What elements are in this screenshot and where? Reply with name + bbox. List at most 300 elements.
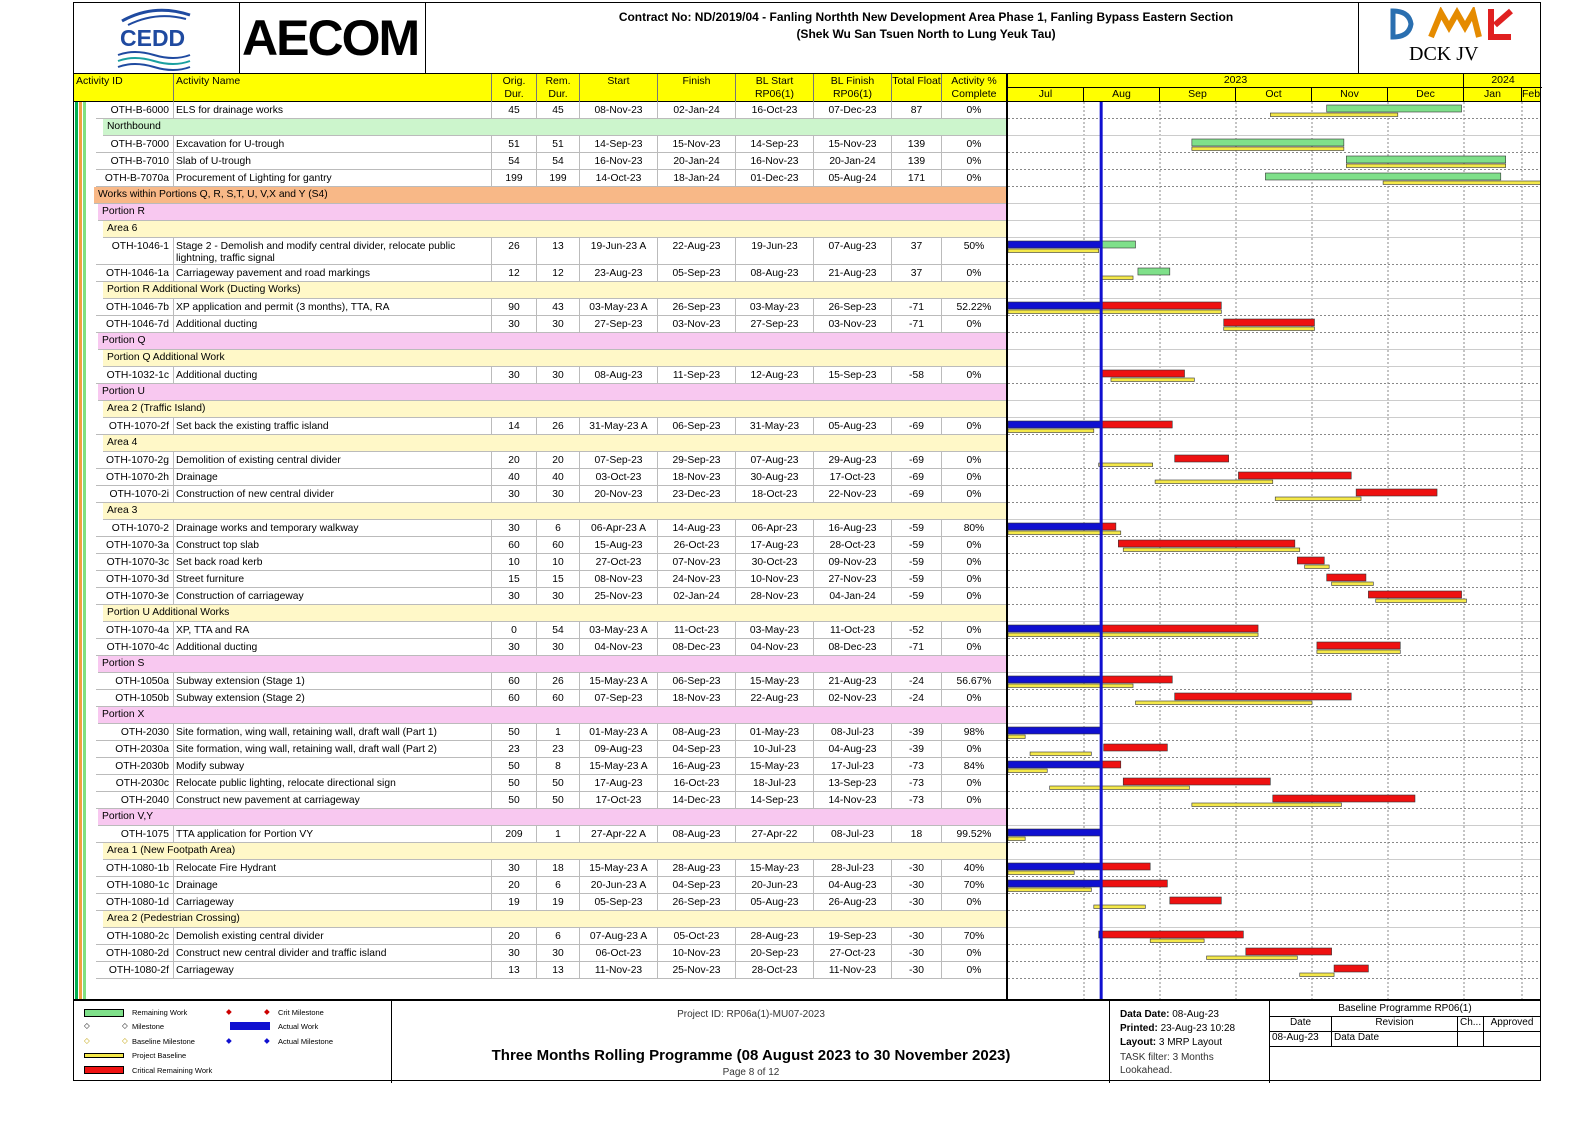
critical-remaining-bar[interactable] [1118, 540, 1295, 547]
baseline-bar[interactable] [1008, 769, 1047, 773]
bl-start: 03-May-23 [736, 299, 814, 315]
orig-dur: 23 [492, 741, 537, 757]
bl-start: 06-Apr-23 [736, 520, 814, 536]
finish-date: 28-Aug-23 [658, 860, 736, 876]
remaining-work-bar[interactable] [1101, 863, 1150, 870]
bl-finish: 05-Aug-23 [814, 418, 892, 434]
baseline-bar[interactable] [1008, 735, 1025, 739]
bl-start: 28-Nov-23 [736, 588, 814, 604]
activity-row[interactable] [96, 775, 1006, 792]
start-date: 11-Nov-23 [580, 962, 658, 978]
page-header [74, 3, 1540, 73]
wbs-group-row[interactable]: Portion U Additional Works [103, 605, 1006, 622]
baseline-bar[interactable] [1008, 249, 1099, 253]
wbs-level-bar-1 [75, 102, 78, 999]
finish-date: 06-Sep-23 [658, 673, 736, 689]
activity-id: OTH-1075 [96, 826, 174, 842]
orig-dur: 30 [492, 945, 537, 961]
total-float: -73 [892, 792, 942, 808]
rem-dur: 50 [537, 775, 580, 791]
baseline-bar[interactable] [1008, 684, 1133, 688]
start-date: 08-Nov-23 [580, 571, 658, 587]
finish-date: 15-Nov-23 [658, 136, 736, 152]
total-float: -59 [892, 554, 942, 570]
remaining-work-bar[interactable] [1101, 761, 1121, 768]
critical-remaining-bar[interactable] [1327, 574, 1366, 581]
pct-complete: 0% [966, 173, 982, 184]
activity-row[interactable] [96, 622, 1006, 639]
total-float: 139 [892, 136, 942, 152]
finish-date: 14-Dec-23 [658, 792, 736, 808]
col-total-float[interactable]: Total Float [892, 74, 942, 102]
actual-work-bar[interactable] [1008, 241, 1101, 248]
activity-id: OTH-1080-1c [96, 877, 174, 893]
activity-row[interactable] [96, 537, 1006, 554]
baseline-bar[interactable] [1008, 310, 1221, 314]
total-float: -69 [892, 486, 942, 502]
critical-remaining-bar[interactable] [1175, 455, 1229, 462]
total-float: -30 [892, 877, 942, 893]
bl-start: 01-Dec-23 [736, 170, 814, 186]
actual-work-bar[interactable] [1008, 421, 1101, 428]
rem-dur: 30 [537, 316, 580, 332]
month-nov: Nov [1312, 88, 1388, 102]
actual-work-bar[interactable] [1008, 761, 1101, 768]
aecom-logo [240, 3, 426, 73]
activity-id: OTH-1070-4c [96, 639, 174, 655]
bl-finish: 07-Aug-23 [814, 238, 892, 264]
wbs-group-row[interactable]: Area 4 [103, 435, 1006, 452]
wbs-group-row[interactable]: Area 3 [103, 503, 1006, 520]
pct-complete: 0% [966, 693, 982, 704]
activity-id: OTH-1070-2f [96, 418, 174, 434]
activity-row[interactable] [96, 102, 1006, 119]
legend-critical-label: Critical Remaining Work [132, 1066, 213, 1075]
baseline-bar[interactable] [1383, 181, 1540, 185]
activity-id: OTH-2030c [96, 775, 174, 791]
activity-row[interactable] [96, 724, 1006, 741]
remaining-work-bar[interactable] [1101, 302, 1221, 309]
activity-row[interactable] [96, 588, 1006, 605]
total-float: -71 [892, 316, 942, 332]
critical-remaining-bar[interactable] [1273, 795, 1415, 802]
total-float: 37 [892, 238, 942, 264]
critical-remaining-bar[interactable] [1123, 778, 1270, 785]
dck-logo-text: DCK JV [1409, 43, 1479, 65]
col-activity-name[interactable]: Activity Name [174, 74, 492, 102]
pct-complete: 0% [966, 948, 982, 959]
baseline-bar[interactable] [1346, 164, 1505, 168]
legend-crit-milestone-label: Crit Milestone [278, 1008, 324, 1017]
remaining-work-bar[interactable] [1101, 625, 1258, 632]
rev-row-date: 08-Aug-23 [1270, 1032, 1332, 1047]
remaining-work-bar[interactable] [1327, 105, 1462, 112]
bl-start: 28-Oct-23 [736, 962, 814, 978]
activity-name: Construction of carriageway [174, 588, 492, 604]
baseline-bar[interactable] [1008, 837, 1025, 841]
legend-actual-swatch [230, 1022, 270, 1030]
total-float: -39 [892, 724, 942, 740]
wbs-group-row[interactable]: Portion S [98, 656, 1006, 673]
wbs-group-row[interactable]: Portion R Additional Work (Ducting Works) [103, 282, 1006, 299]
bl-finish: 02-Nov-23 [814, 690, 892, 706]
baseline-bar[interactable] [1192, 147, 1344, 151]
aecom-logo-text: AECOM [242, 10, 419, 66]
start-date: 27-Apr-22 A [580, 826, 658, 842]
orig-dur: 0 [492, 622, 537, 638]
cedd-logo [74, 3, 240, 73]
finish-date: 03-Nov-23 [658, 316, 736, 332]
orig-dur: 199 [492, 170, 537, 186]
activity-row[interactable] [96, 928, 1006, 945]
baseline-bar[interactable] [1155, 480, 1273, 484]
actual-work-bar[interactable] [1008, 523, 1101, 530]
total-float: 139 [892, 153, 942, 169]
start-date: 03-Oct-23 [580, 469, 658, 485]
activity-row[interactable] [96, 520, 1006, 537]
activity-name: Additional ducting [174, 316, 492, 332]
baseline-bar[interactable] [1135, 701, 1312, 705]
total-float: -59 [892, 537, 942, 553]
bl-start: 10-Jul-23 [736, 741, 814, 757]
wbs-group-row[interactable]: Portion R [98, 204, 1006, 221]
total-float: -58 [892, 367, 942, 383]
activity-name: Demolition of existing central divider [174, 452, 492, 468]
activity-name: Excavation for U-trough [174, 136, 492, 152]
pct-complete: 40% [963, 863, 985, 874]
bl-finish: 20-Jan-24 [814, 153, 892, 169]
pct-complete: 0% [966, 778, 982, 789]
orig-dur: 20 [492, 452, 537, 468]
critical-remaining-bar[interactable] [1238, 472, 1351, 479]
bl-finish: 22-Nov-23 [814, 486, 892, 502]
start-date: 08-Aug-23 [580, 367, 658, 383]
start-date: 19-Jun-23 A [580, 238, 658, 264]
activity-id: OTH-1070-3e [96, 588, 174, 604]
activity-id: OTH-1032-1c [96, 367, 174, 383]
rem-dur: 13 [537, 238, 580, 264]
col-bl-start[interactable]: BL Start RP06(1) [736, 74, 814, 102]
activity-id: OTH-1070-3a [96, 537, 174, 553]
col-start[interactable]: Start [580, 74, 658, 102]
baseline-bar[interactable] [1270, 113, 1397, 117]
remaining-work-bar[interactable] [1101, 676, 1172, 683]
activity-row[interactable] [96, 860, 1006, 877]
col-bl-finish[interactable]: BL Finish RP06(1) [814, 74, 892, 102]
activity-row[interactable] [96, 894, 1006, 911]
pct-complete: 70% [963, 931, 985, 942]
activity-row[interactable] [96, 690, 1006, 707]
contract-title-line2: (Shek Wu San Tsuen North to Lung Yeuk Tau) [796, 27, 1056, 41]
programme-title: Three Months Rolling Programme (08 August 2023 to 30 November 2023) [491, 1047, 1011, 1064]
bl-finish: 28-Jul-23 [814, 860, 892, 876]
orig-dur: 12 [492, 265, 537, 281]
finish-date: 08-Aug-23 [658, 826, 736, 842]
activity-name: Stage 2 - Demolish and modify central divider, relocate public lightning, traffic signal [174, 238, 492, 264]
finish-date: 04-Sep-23 [658, 741, 736, 757]
wbs-group-row[interactable]: Area 2 (Pedestrian Crossing) [103, 911, 1006, 928]
remaining-work-bar[interactable] [1346, 156, 1505, 163]
actual-work-bar[interactable] [1008, 829, 1101, 836]
bl-finish: 13-Sep-23 [814, 775, 892, 791]
orig-dur: 30 [492, 588, 537, 604]
rem-dur: 6 [537, 520, 580, 536]
actual-work-bar[interactable] [1008, 625, 1101, 632]
pct-complete: 56.67% [956, 676, 992, 687]
finish-date: 18-Jan-24 [658, 170, 736, 186]
critical-remaining-bar[interactable] [1104, 744, 1168, 751]
pct-complete: 0% [966, 795, 982, 806]
pct-complete: 52.22% [956, 302, 992, 313]
remaining-work-bar[interactable] [1265, 173, 1500, 180]
bl-start: 10-Nov-23 [736, 571, 814, 587]
pct-complete: 0% [966, 540, 982, 551]
activity-row[interactable] [96, 170, 1006, 187]
baseline-bar[interactable] [1376, 599, 1467, 603]
activity-row[interactable] [96, 758, 1006, 775]
activity-row[interactable] [96, 316, 1006, 333]
activity-row[interactable] [96, 741, 1006, 758]
activity-row[interactable] [96, 792, 1006, 809]
month-sep: Sep [1160, 88, 1236, 102]
remaining-work-bar[interactable] [1101, 421, 1172, 428]
rem-dur: 43 [537, 299, 580, 315]
gantt-bars [1008, 102, 1540, 999]
activity-row[interactable] [96, 486, 1006, 503]
bl-finish: 28-Oct-23 [814, 537, 892, 553]
bl-start: 22-Aug-23 [736, 690, 814, 706]
year-2024: 2024 [1464, 74, 1542, 88]
rev-col-date: Date [1270, 1017, 1332, 1032]
activity-row[interactable] [96, 826, 1006, 843]
rev-row-approved [1484, 1032, 1540, 1047]
legend-actual-milestone-icon-2: ◆ [264, 1036, 270, 1045]
baseline-bar[interactable] [1123, 548, 1300, 552]
dck-jv-logo [1358, 3, 1540, 73]
baseline-bar[interactable] [1008, 871, 1074, 875]
baseline-bar[interactable] [1305, 565, 1330, 569]
rev-col-approved: Approved [1484, 1017, 1540, 1032]
bl-finish: 04-Jan-24 [814, 588, 892, 604]
legend-milestone-icon-2: ◇ [122, 1021, 128, 1030]
col-finish[interactable]: Finish [658, 74, 736, 102]
orig-dur: 50 [492, 792, 537, 808]
critical-remaining-bar[interactable] [1317, 642, 1400, 649]
baseline-bar[interactable] [1317, 650, 1400, 654]
legend-actual-milestone-label: Actual Milestone [278, 1037, 334, 1046]
wbs-group-row[interactable]: Area 6 [103, 221, 1006, 238]
finish-date: 16-Aug-23 [658, 758, 736, 774]
critical-remaining-bar[interactable] [1297, 557, 1324, 564]
orig-dur: 51 [492, 136, 537, 152]
baseline-bar[interactable] [1008, 633, 1258, 637]
rem-dur: 1 [537, 724, 580, 740]
wbs-group-row[interactable]: Works within Portions Q, R, S,T, U, V,X and Y (S4) [94, 187, 1006, 204]
print-info [1110, 1001, 1270, 1083]
wbs-group-row[interactable]: Portion V,Y [98, 809, 1006, 826]
activity-row[interactable] [96, 367, 1006, 384]
baseline-bar[interactable] [1150, 939, 1204, 943]
orig-dur: 50 [492, 775, 537, 791]
rem-dur: 30 [537, 486, 580, 502]
actual-work-bar[interactable] [1008, 880, 1101, 887]
activity-id: OTH-B-7070a [96, 170, 174, 186]
rem-dur: 50 [537, 792, 580, 808]
legend-remaining-label: Remaining Work [132, 1008, 188, 1017]
bl-start: 15-May-23 [736, 758, 814, 774]
baseline-bar[interactable] [1008, 888, 1091, 892]
baseline-bar[interactable] [1008, 429, 1094, 433]
critical-remaining-bar[interactable] [1368, 591, 1461, 598]
bl-finish: 04-Aug-23 [814, 741, 892, 757]
activity-row[interactable] [96, 265, 1006, 282]
baseline-bar[interactable] [1192, 803, 1342, 807]
start-date: 03-May-23 A [580, 299, 658, 315]
activity-row[interactable] [96, 153, 1006, 170]
bl-finish: 27-Nov-23 [814, 571, 892, 587]
baseline-bar[interactable] [1030, 752, 1091, 756]
col-rem-dur[interactable]: Rem. Dur. [537, 74, 580, 102]
activity-row[interactable] [96, 962, 1006, 979]
finish-date: 10-Nov-23 [658, 945, 736, 961]
baseline-bar[interactable] [1224, 327, 1315, 331]
activity-row[interactable] [96, 571, 1006, 588]
critical-remaining-bar[interactable] [1101, 370, 1184, 377]
start-date: 20-Nov-23 [580, 486, 658, 502]
bl-start: 16-Oct-23 [736, 102, 814, 118]
total-float: -69 [892, 469, 942, 485]
pct-complete: 0% [966, 897, 982, 908]
activity-row[interactable] [96, 877, 1006, 894]
bl-finish: 03-Nov-23 [814, 316, 892, 332]
total-float: -30 [892, 928, 942, 944]
orig-dur: 15 [492, 571, 537, 587]
actual-work-bar[interactable] [1008, 302, 1101, 309]
baseline-bar[interactable] [1111, 378, 1194, 382]
rem-dur: 45 [537, 102, 580, 118]
baseline-bar[interactable] [1099, 463, 1153, 467]
activity-row[interactable] [96, 945, 1006, 962]
orig-dur: 20 [492, 877, 537, 893]
activity-row[interactable] [96, 418, 1006, 435]
orig-dur: 30 [492, 860, 537, 876]
bl-finish: 14-Nov-23 [814, 792, 892, 808]
actual-work-bar[interactable] [1008, 676, 1101, 683]
activity-row[interactable] [96, 136, 1006, 153]
page-footer [74, 999, 1540, 1081]
rem-dur: 23 [537, 741, 580, 757]
activity-name: Procurement of Lighting for gantry [174, 170, 492, 186]
activity-row[interactable] [96, 469, 1006, 486]
baseline-bar[interactable] [1101, 276, 1133, 280]
baseline-bar[interactable] [1008, 531, 1121, 535]
remaining-work-bar[interactable] [1101, 241, 1135, 248]
month-aug: Aug [1084, 88, 1160, 102]
bl-start: 14-Sep-23 [736, 792, 814, 808]
rem-dur: 20 [537, 452, 580, 468]
baseline-bar[interactable] [1050, 786, 1190, 790]
project-id: Project ID: RP06a(1)-MU07-2023 [677, 1009, 825, 1020]
activity-row[interactable] [96, 554, 1006, 571]
bl-finish: 11-Nov-23 [814, 962, 892, 978]
activity-row[interactable] [96, 299, 1006, 316]
activity-name: Slab of U-trough [174, 153, 492, 169]
wbs-group-row[interactable]: Area 2 (Traffic Island) [103, 401, 1006, 418]
baseline-bar[interactable] [1207, 956, 1298, 960]
total-float: -24 [892, 673, 942, 689]
printed-value: 23-Aug-23 10:28 [1160, 1023, 1236, 1034]
activity-row[interactable] [96, 452, 1006, 469]
bl-finish: 07-Dec-23 [814, 102, 892, 118]
wbs-group-row[interactable]: Portion Q [98, 333, 1006, 350]
rem-dur: 60 [537, 537, 580, 553]
baseline-bar[interactable] [1332, 582, 1374, 586]
finish-date: 23-Dec-23 [658, 486, 736, 502]
activity-name: Site formation, wing wall, retaining wall, draft wall (Part 2) [174, 741, 492, 757]
critical-remaining-bar[interactable] [1334, 965, 1368, 972]
col-activity-id[interactable]: Activity ID [74, 74, 174, 102]
wbs-group-row[interactable]: Northbound [103, 119, 1006, 136]
wbs-group-row[interactable]: Area 1 (New Footpath Area) [103, 843, 1006, 860]
orig-dur: 50 [492, 758, 537, 774]
activity-row[interactable] [96, 639, 1006, 656]
orig-dur: 30 [492, 639, 537, 655]
remaining-work-bar[interactable] [1101, 931, 1243, 938]
wbs-group-row[interactable]: Portion U [98, 384, 1006, 401]
total-float: 87 [892, 102, 942, 118]
wbs-group-row[interactable]: Portion X [98, 707, 1006, 724]
total-float: 37 [892, 265, 942, 281]
activity-id: OTH-1070-2 [96, 520, 174, 536]
legend-baseline-milestone-icon: ◇ [84, 1036, 90, 1045]
activity-row[interactable] [96, 673, 1006, 690]
remaining-work-bar[interactable] [1101, 880, 1167, 887]
activity-row[interactable] [96, 238, 1006, 265]
baseline-bar[interactable] [1300, 973, 1334, 977]
orig-dur: 54 [492, 153, 537, 169]
activity-id: OTH-1080-1d [96, 894, 174, 910]
bl-finish: 16-Aug-23 [814, 520, 892, 536]
total-float: 171 [892, 170, 942, 186]
wbs-group-row[interactable]: Portion Q Additional Work [103, 350, 1006, 367]
orig-dur: 19 [492, 894, 537, 910]
remaining-work-bar[interactable] [1101, 523, 1116, 530]
col-orig-dur[interactable]: Orig. Dur. [492, 74, 537, 102]
critical-remaining-bar[interactable] [1356, 489, 1437, 496]
bl-start: 28-Aug-23 [736, 928, 814, 944]
orig-dur: 90 [492, 299, 537, 315]
critical-remaining-bar[interactable] [1170, 897, 1221, 904]
bl-finish: 04-Aug-23 [814, 877, 892, 893]
baseline-bar[interactable] [1275, 497, 1361, 501]
legend-milestone-icon: ◇ [84, 1021, 90, 1030]
critical-remaining-bar[interactable] [1224, 319, 1315, 326]
remaining-work-bar[interactable] [1138, 268, 1170, 275]
actual-work-bar[interactable] [1008, 863, 1101, 870]
remaining-work-bar[interactable] [1192, 139, 1344, 146]
activity-name: Carriageway pavement and road markings [174, 265, 492, 281]
actual-work-bar[interactable] [1008, 727, 1101, 734]
critical-remaining-bar[interactable] [1246, 948, 1332, 955]
critical-remaining-bar[interactable] [1175, 693, 1352, 700]
finish-date: 08-Aug-23 [658, 724, 736, 740]
month-dec: Dec [1388, 88, 1464, 102]
rem-dur: 30 [537, 639, 580, 655]
rem-dur: 40 [537, 469, 580, 485]
col-complete[interactable]: Activity % Complete [951, 75, 997, 100]
start-date: 01-May-23 A [580, 724, 658, 740]
pct-complete: 0% [966, 557, 982, 568]
